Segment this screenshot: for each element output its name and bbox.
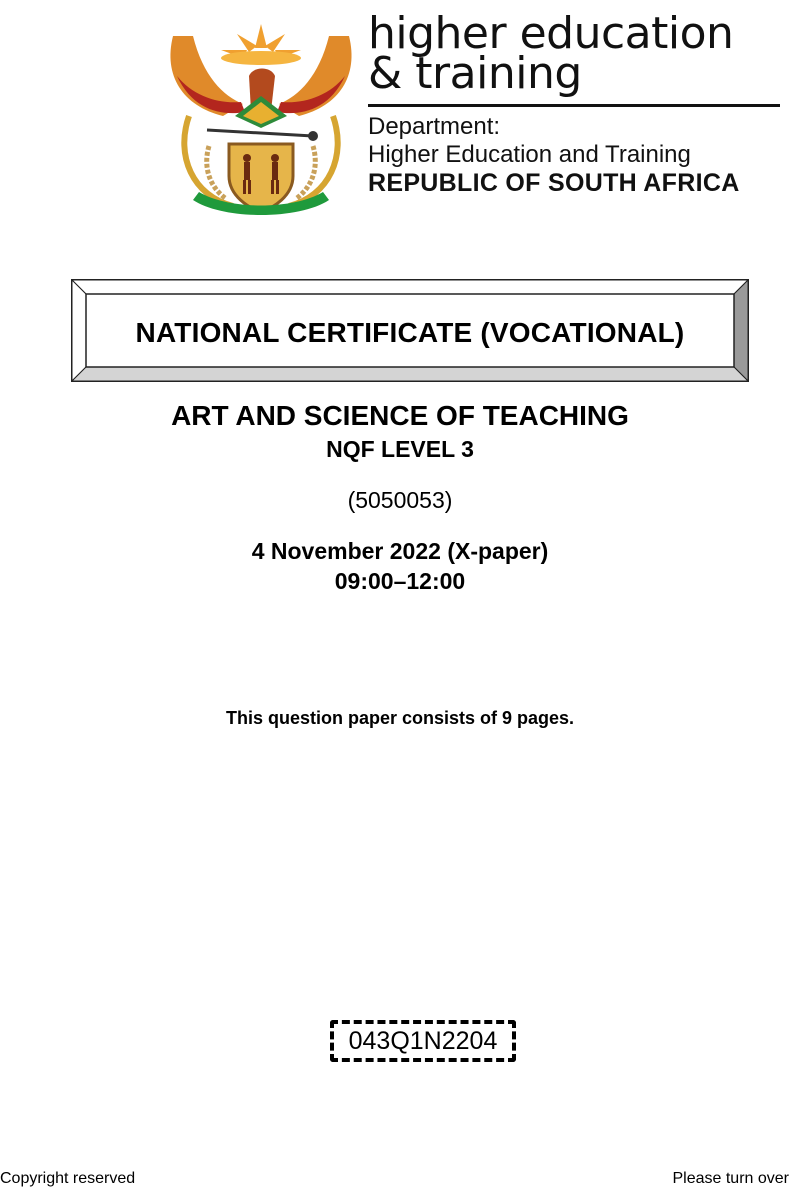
subject-title: ART AND SCIENCE OF TEACHING — [171, 400, 629, 431]
department-name: Higher Education and Training — [368, 141, 691, 168]
nqf-level: NQF LEVEL 3 — [326, 436, 474, 462]
country-name: REPUBLIC OF SOUTH AFRICA — [368, 169, 740, 197]
certificate-title-box — [71, 279, 749, 382]
exam-date: 4 November 2022 (X-paper) — [251, 538, 549, 564]
coat-of-arms-icon — [163, 16, 359, 224]
brand-line-2: & training — [368, 48, 582, 99]
department-branding — [368, 8, 782, 197]
exam-time: 09:00–12:00 — [334, 568, 466, 594]
coat-of-arms-logo — [163, 16, 359, 224]
department-label: Department: — [368, 113, 501, 140]
brand-divider — [368, 104, 780, 107]
subject-code: (5050053) — [347, 487, 453, 513]
certificate-title: NATIONAL CERTIFICATE (VOCATIONAL) — [135, 317, 685, 348]
brand-line-1: higher education — [368, 8, 734, 59]
page-count-note: This question paper consists of 9 pages. — [225, 708, 575, 728]
footer-turn-over: Please turn over — [672, 1170, 789, 1187]
paper-code-box: 043Q1N2204 — [330, 1020, 516, 1062]
footer-copyright: Copyright reserved — [0, 1170, 136, 1187]
